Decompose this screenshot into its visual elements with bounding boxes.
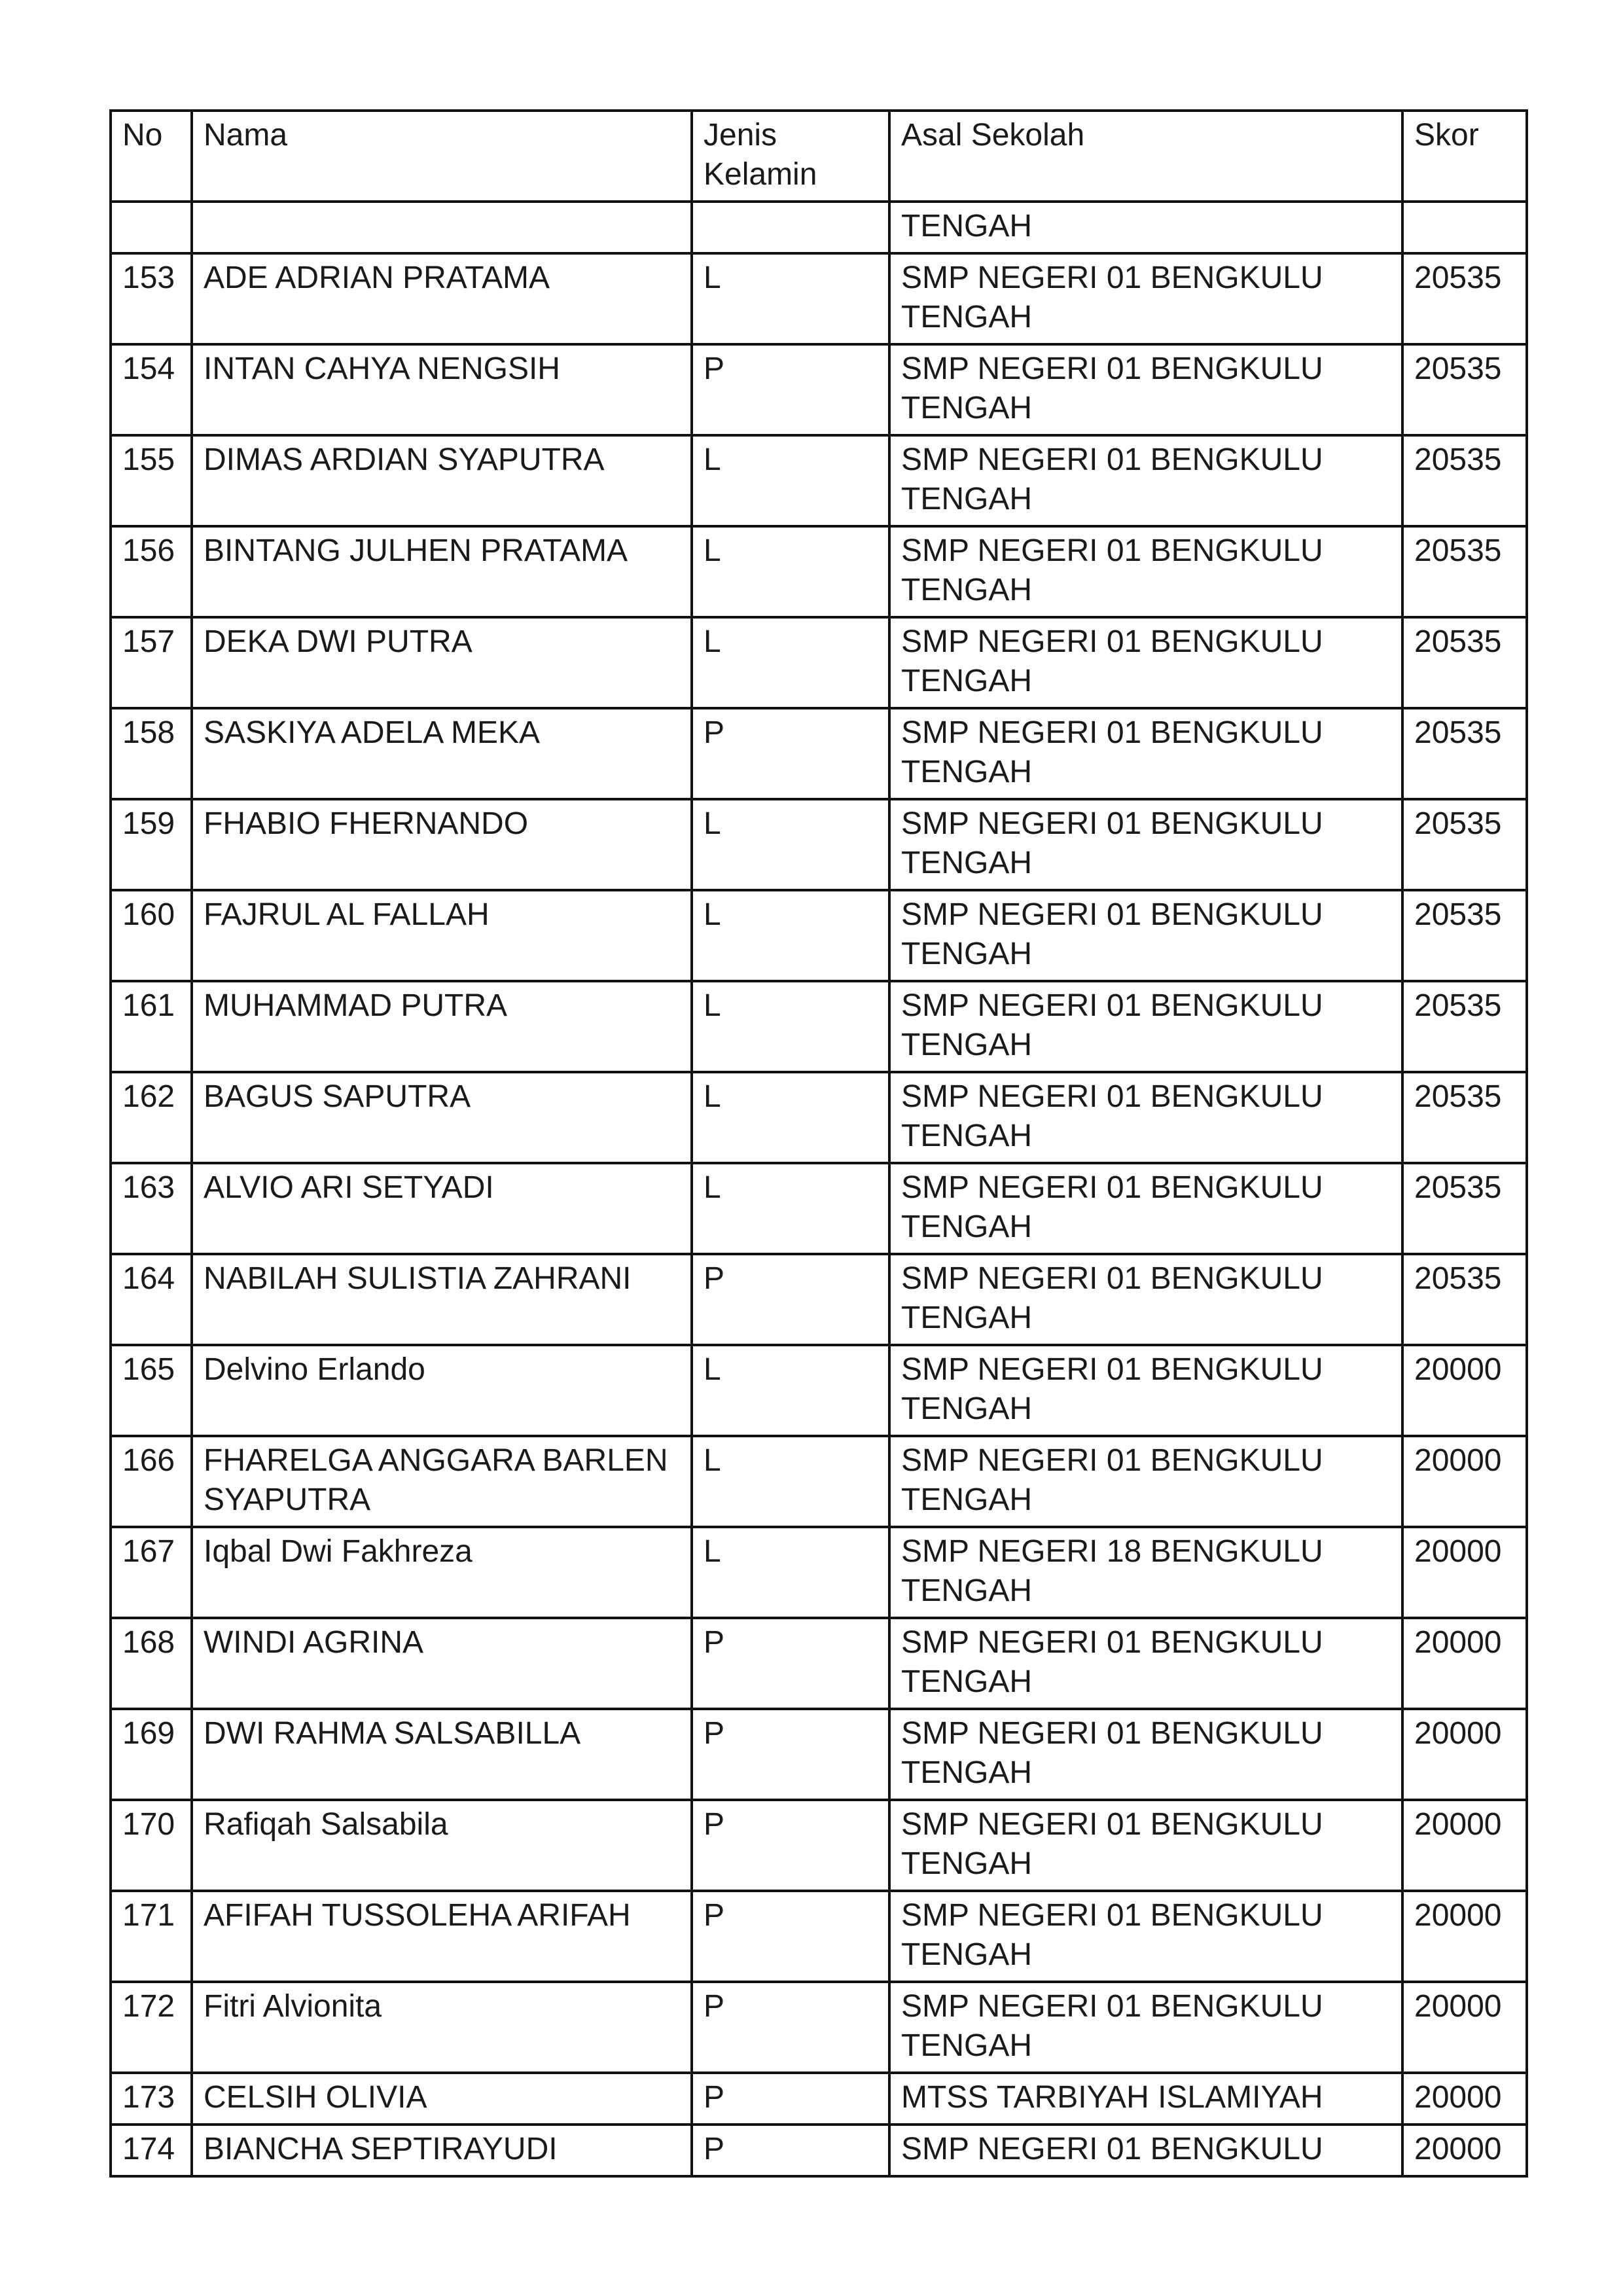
cell-asal-sekolah: SMP NEGERI 01 BENGKULU TENGAH: [889, 1072, 1402, 1163]
cell-jenis-kelamin: L: [692, 1436, 889, 1527]
cell-skor: 20535: [1402, 435, 1527, 526]
table-row: [111, 1800, 1527, 1891]
cell-asal-sekolah: SMP NEGERI 01 BENGKULU TENGAH: [889, 1800, 1402, 1891]
cell-jenis-kelamin: L: [692, 1163, 889, 1254]
cell-skor: 20535: [1402, 526, 1527, 617]
cell-asal-sekolah: SMP NEGERI 01 BENGKULU TENGAH: [889, 1618, 1402, 1709]
cell-jenis-kelamin: P: [692, 708, 889, 799]
cell-jenis-kelamin: P: [692, 1709, 889, 1800]
header-skor: Skor: [1402, 111, 1527, 202]
cell-skor: 20000: [1402, 1345, 1527, 1436]
cell-asal-sekolah: SMP NEGERI 01 BENGKULU TENGAH: [889, 1982, 1402, 2073]
cell-skor: 20535: [1402, 1254, 1527, 1345]
cell-asal-sekolah: SMP NEGERI 01 BENGKULU TENGAH: [889, 617, 1402, 708]
table-row: [111, 1527, 1527, 1618]
cell-no: 173: [111, 2073, 192, 2125]
cell-nama: WINDI AGRINA: [192, 1618, 692, 1709]
table-row: [111, 1163, 1527, 1254]
header-nama: Nama: [192, 111, 692, 202]
cell-no: 159: [111, 799, 192, 890]
cell-skor: 20535: [1402, 981, 1527, 1072]
cell-no: 156: [111, 526, 192, 617]
table-row: [111, 1436, 1527, 1527]
cell-jenis-kelamin: L: [692, 617, 889, 708]
cell-nama: MUHAMMAD PUTRA: [192, 981, 692, 1072]
table-row: [111, 1891, 1527, 1982]
cell-jenis-kelamin: P: [692, 1891, 889, 1982]
cell-nama: DIMAS ARDIAN SYAPUTRA: [192, 435, 692, 526]
table-row: [111, 617, 1527, 708]
table-row: [111, 202, 1527, 253]
cell-jenis-kelamin: L: [692, 890, 889, 981]
cell-nama: Rafiqah Salsabila: [192, 1800, 692, 1891]
cell-jenis-kelamin: P: [692, 344, 889, 435]
cell-jenis-kelamin: L: [692, 435, 889, 526]
cell-no: 171: [111, 1891, 192, 1982]
cell-no: 170: [111, 1800, 192, 1891]
cell-no: 165: [111, 1345, 192, 1436]
cell-skor: 20000: [1402, 1709, 1527, 1800]
cell-nama: ALVIO ARI SETYADI: [192, 1163, 692, 1254]
table-row: [111, 1618, 1527, 1709]
cell-jenis-kelamin: L: [692, 253, 889, 344]
cell-no: 168: [111, 1618, 192, 1709]
cell-skor: 20000: [1402, 1527, 1527, 1618]
cell-skor: 20000: [1402, 1436, 1527, 1527]
cell-skor: 20000: [1402, 1982, 1527, 2073]
cell-skor: 20535: [1402, 799, 1527, 890]
cell-no: 155: [111, 435, 192, 526]
cell-asal-sekolah: SMP NEGERI 01 BENGKULU TENGAH: [889, 1345, 1402, 1436]
cell-asal-sekolah: MTSS TARBIYAH ISLAMIYAH: [889, 2073, 1402, 2125]
cell-nama: Delvino Erlando: [192, 1345, 692, 1436]
cell-jenis-kelamin: L: [692, 526, 889, 617]
table-row: [111, 344, 1527, 435]
table-row: [111, 2073, 1527, 2125]
cell-asal-sekolah: SMP NEGERI 01 BENGKULU TENGAH: [889, 1163, 1402, 1254]
cell-skor: 20535: [1402, 1072, 1527, 1163]
cell-jenis-kelamin: L: [692, 1527, 889, 1618]
cell-skor: 20535: [1402, 890, 1527, 981]
table-row: [111, 981, 1527, 1072]
cell-nama: AFIFAH TUSSOLEHA ARIFAH: [192, 1891, 692, 1982]
cell-no: 169: [111, 1709, 192, 1800]
cell-jenis-kelamin: L: [692, 799, 889, 890]
table-row: [111, 1345, 1527, 1436]
cell-jenis-kelamin: L: [692, 981, 889, 1072]
table-row: [111, 1982, 1527, 2073]
cell-asal-sekolah: SMP NEGERI 01 BENGKULU TENGAH: [889, 526, 1402, 617]
cell-asal-sekolah: SMP NEGERI 01 BENGKULU TENGAH: [889, 1436, 1402, 1527]
cell-nama: SASKIYA ADELA MEKA: [192, 708, 692, 799]
cell-skor: [1402, 202, 1527, 253]
cell-nama: NABILAH SULISTIA ZAHRANI: [192, 1254, 692, 1345]
cell-no: 164: [111, 1254, 192, 1345]
cell-nama: FHARELGA ANGGARA BARLEN SYAPUTRA: [192, 1436, 692, 1527]
cell-nama: ADE ADRIAN PRATAMA: [192, 253, 692, 344]
cell-asal-sekolah: SMP NEGERI 01 BENGKULU TENGAH: [889, 981, 1402, 1072]
cell-nama: Fitri Alvionita: [192, 1982, 692, 2073]
cell-jenis-kelamin: P: [692, 2073, 889, 2125]
cell-asal-sekolah: SMP NEGERI 01 BENGKULU TENGAH: [889, 344, 1402, 435]
cell-no: 163: [111, 1163, 192, 1254]
table-row: [111, 253, 1527, 344]
cell-asal-sekolah: SMP NEGERI 01 BENGKULU TENGAH: [889, 1891, 1402, 1982]
cell-nama: CELSIH OLIVIA: [192, 2073, 692, 2125]
cell-asal-sekolah: SMP NEGERI 01 BENGKULU TENGAH: [889, 1254, 1402, 1345]
cell-nama: BINTANG JULHEN PRATAMA: [192, 526, 692, 617]
cell-skor: 20535: [1402, 344, 1527, 435]
table-header-row: [111, 111, 1527, 202]
cell-asal-sekolah: SMP NEGERI 01 BENGKULU TENGAH: [889, 1709, 1402, 1800]
table-row: [111, 890, 1527, 981]
cell-jenis-kelamin: P: [692, 1618, 889, 1709]
cell-jenis-kelamin: P: [692, 1254, 889, 1345]
cell-skor: 20000: [1402, 2125, 1527, 2176]
cell-no: [111, 202, 192, 253]
cell-nama: BAGUS SAPUTRA: [192, 1072, 692, 1163]
cell-no: 174: [111, 2125, 192, 2176]
cell-nama: FHABIO FHERNANDO: [192, 799, 692, 890]
header-asal-sekolah: Asal Sekolah: [889, 111, 1402, 202]
cell-asal-sekolah: SMP NEGERI 01 BENGKULU TENGAH: [889, 708, 1402, 799]
table-row: [111, 526, 1527, 617]
cell-asal-sekolah: SMP NEGERI 01 BENGKULU TENGAH: [889, 435, 1402, 526]
table-row: [111, 708, 1527, 799]
cell-no: 166: [111, 1436, 192, 1527]
cell-nama: DWI RAHMA SALSABILLA: [192, 1709, 692, 1800]
cell-asal-sekolah: TENGAH: [889, 202, 1402, 253]
cell-nama: INTAN CAHYA NENGSIH: [192, 344, 692, 435]
cell-no: 161: [111, 981, 192, 1072]
cell-no: 172: [111, 1982, 192, 2073]
cell-skor: 20535: [1402, 253, 1527, 344]
table-row: [111, 1709, 1527, 1800]
cell-asal-sekolah: SMP NEGERI 01 BENGKULU: [889, 2125, 1402, 2176]
cell-nama: FAJRUL AL FALLAH: [192, 890, 692, 981]
header-no: No: [111, 111, 192, 202]
cell-no: 167: [111, 1527, 192, 1618]
ranking-table: [109, 109, 1528, 2178]
cell-skor: 20000: [1402, 1618, 1527, 1709]
cell-jenis-kelamin: L: [692, 1072, 889, 1163]
cell-skor: 20000: [1402, 1891, 1527, 1982]
cell-jenis-kelamin: P: [692, 1982, 889, 2073]
cell-skor: 20535: [1402, 708, 1527, 799]
cell-no: 158: [111, 708, 192, 799]
cell-no: 153: [111, 253, 192, 344]
cell-skor: 20535: [1402, 617, 1527, 708]
cell-nama: DEKA DWI PUTRA: [192, 617, 692, 708]
cell-nama: BIANCHA SEPTIRAYUDI: [192, 2125, 692, 2176]
table-body: [111, 202, 1527, 2176]
table-row: [111, 2125, 1527, 2176]
table-row: [111, 435, 1527, 526]
cell-nama: Iqbal Dwi Fakhreza: [192, 1527, 692, 1618]
cell-skor: 20535: [1402, 1163, 1527, 1254]
cell-nama: [192, 202, 692, 253]
cell-no: 160: [111, 890, 192, 981]
table-row: [111, 1254, 1527, 1345]
cell-skor: 20000: [1402, 2073, 1527, 2125]
table-row: [111, 799, 1527, 890]
table-row: [111, 1072, 1527, 1163]
cell-jenis-kelamin: L: [692, 1345, 889, 1436]
cell-asal-sekolah: SMP NEGERI 18 BENGKULU TENGAH: [889, 1527, 1402, 1618]
cell-no: 157: [111, 617, 192, 708]
cell-asal-sekolah: SMP NEGERI 01 BENGKULU TENGAH: [889, 890, 1402, 981]
cell-jenis-kelamin: P: [692, 1800, 889, 1891]
cell-asal-sekolah: SMP NEGERI 01 BENGKULU TENGAH: [889, 799, 1402, 890]
cell-no: 154: [111, 344, 192, 435]
header-jenis-kelamin: Jenis Kelamin: [692, 111, 889, 202]
cell-jenis-kelamin: [692, 202, 889, 253]
cell-no: 162: [111, 1072, 192, 1163]
cell-asal-sekolah: SMP NEGERI 01 BENGKULU TENGAH: [889, 253, 1402, 344]
cell-skor: 20000: [1402, 1800, 1527, 1891]
cell-jenis-kelamin: P: [692, 2125, 889, 2176]
